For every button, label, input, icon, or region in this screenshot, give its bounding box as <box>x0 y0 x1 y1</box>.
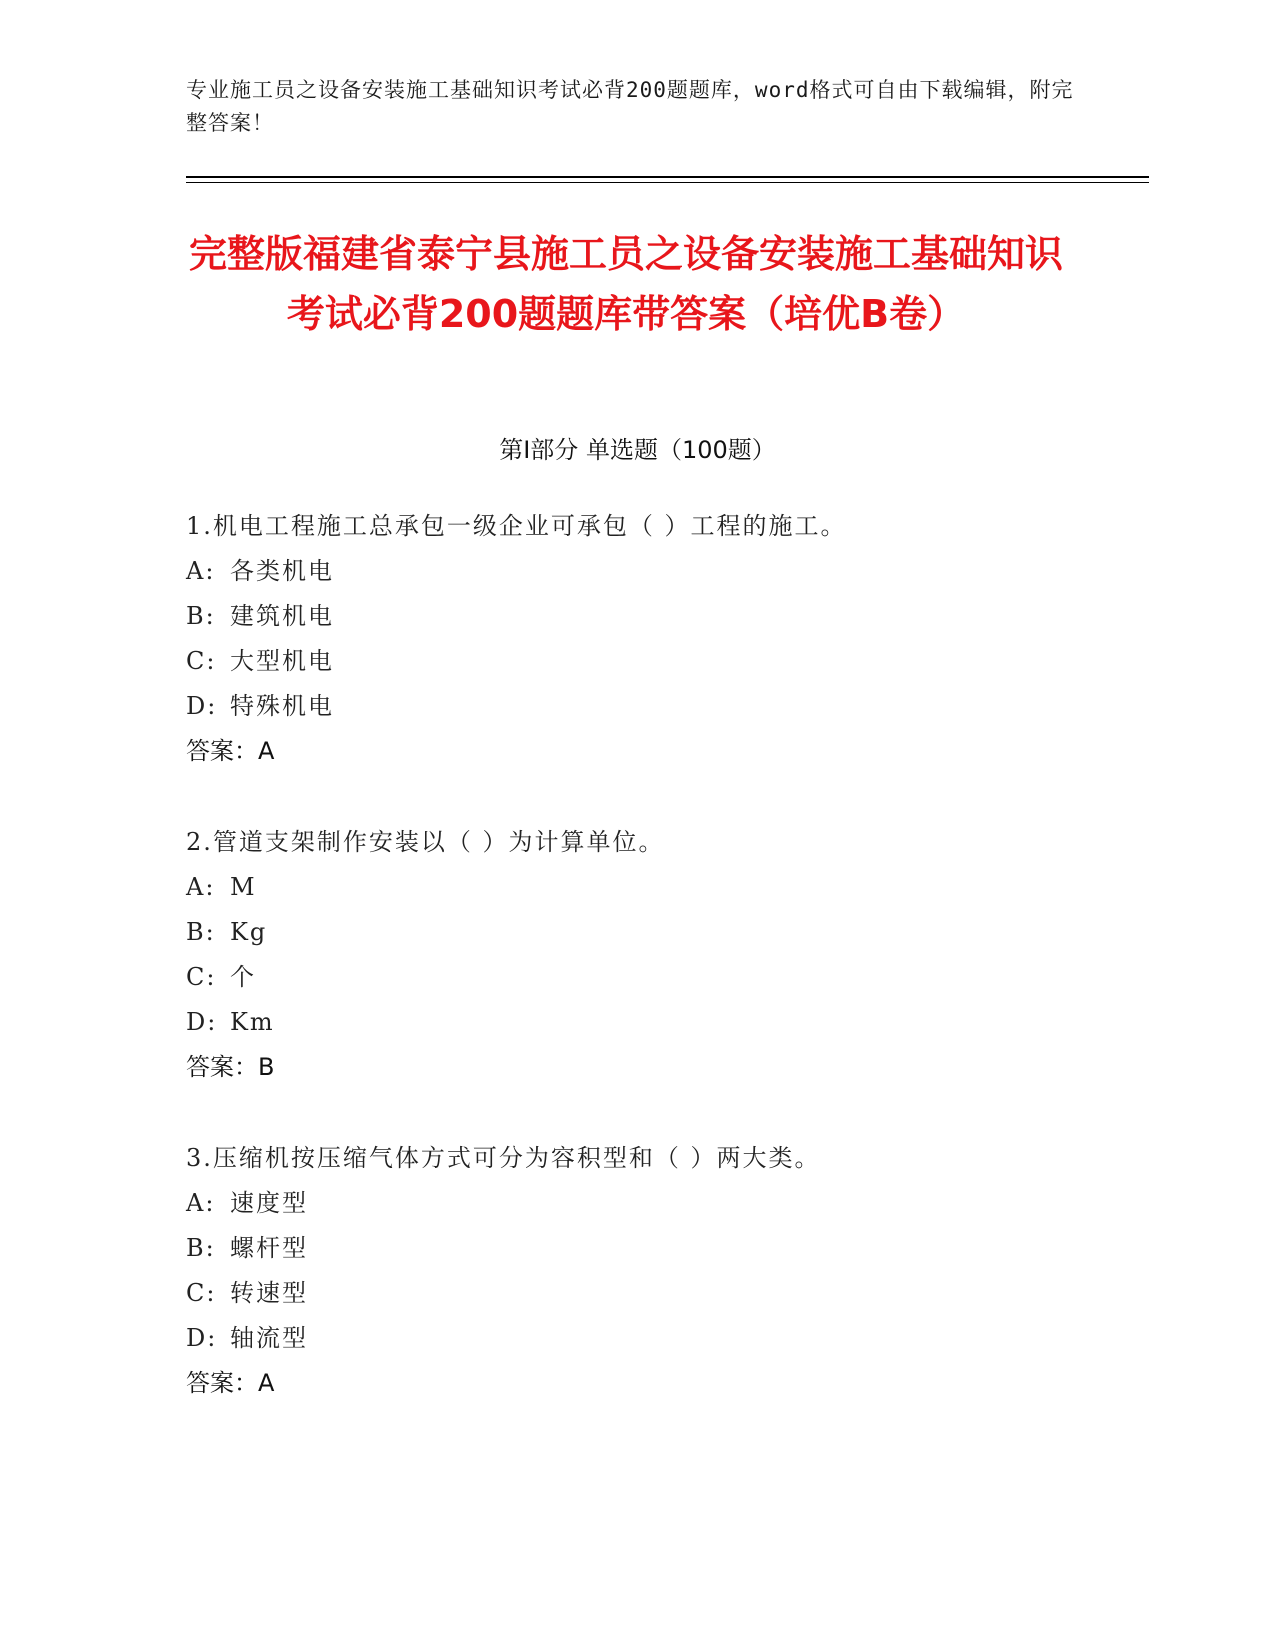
option-letter: D: <box>186 692 218 720</box>
option-c <box>186 1271 1146 1316</box>
section-title: 第I部分 单选题（100题） <box>499 436 776 464</box>
option-c <box>186 639 1146 684</box>
option-text: Kg <box>230 918 268 946</box>
option-a <box>186 865 1146 910</box>
answer: 答案：B <box>186 1053 275 1081</box>
option-c <box>186 955 1146 1000</box>
option-text: 建筑机电 <box>230 602 334 630</box>
question-stem: 3.压缩机按压缩气体方式可分为容积型和（ ）两大类。 <box>186 1144 821 1172</box>
option-text: Km <box>230 1008 275 1036</box>
option-letter: A: <box>186 557 216 585</box>
question-3 <box>186 1136 1146 1406</box>
option-a <box>186 549 1146 594</box>
answer: 答案：A <box>186 737 275 765</box>
option-d <box>186 1316 1146 1361</box>
question-stem: 2.管道支架制作安装以（ ）为计算单位。 <box>186 828 665 856</box>
option-letter: B: <box>186 918 216 946</box>
option-text: 轴流型 <box>230 1324 308 1352</box>
document-title: 完整版福建省泰宁县施工员之设备安装施工基础知识考试必背200题题库带答案（培优B卷） <box>188 232 1063 336</box>
option-letter: B: <box>186 602 216 630</box>
question-stem: 1.机电工程施工总承包一级企业可承包（ ）工程的施工。 <box>186 512 847 540</box>
option-text: 转速型 <box>230 1279 308 1307</box>
option-a <box>186 1181 1146 1226</box>
answer: 答案：A <box>186 1369 275 1397</box>
option-letter: B: <box>186 1234 216 1262</box>
option-text: 特殊机电 <box>230 692 334 720</box>
question-1 <box>186 504 1146 774</box>
option-letter: D: <box>186 1008 218 1036</box>
option-d <box>186 1000 1146 1045</box>
option-letter: C: <box>186 647 217 675</box>
option-letter: C: <box>186 963 217 991</box>
option-text: M <box>230 873 257 901</box>
option-letter: A: <box>186 1189 216 1217</box>
option-text: 个 <box>230 963 256 991</box>
option-b <box>186 1226 1146 1271</box>
option-b <box>186 910 1146 955</box>
option-letter: C: <box>186 1279 217 1307</box>
option-text: 各类机电 <box>230 557 334 585</box>
option-text: 速度型 <box>230 1189 308 1217</box>
option-b <box>186 594 1146 639</box>
option-letter: D: <box>186 1324 218 1352</box>
option-text: 大型机电 <box>230 647 334 675</box>
header-rule-thick <box>186 176 1149 178</box>
header-note: 专业施工员之设备安装施工基础知识考试必背200题题库，word格式可自由下载编辑，附完整答案！ <box>186 78 1074 135</box>
header-rule-thin <box>186 182 1149 183</box>
option-letter: A: <box>186 873 216 901</box>
option-d <box>186 684 1146 729</box>
option-text: 螺杆型 <box>230 1234 308 1262</box>
question-2 <box>186 820 1146 1090</box>
